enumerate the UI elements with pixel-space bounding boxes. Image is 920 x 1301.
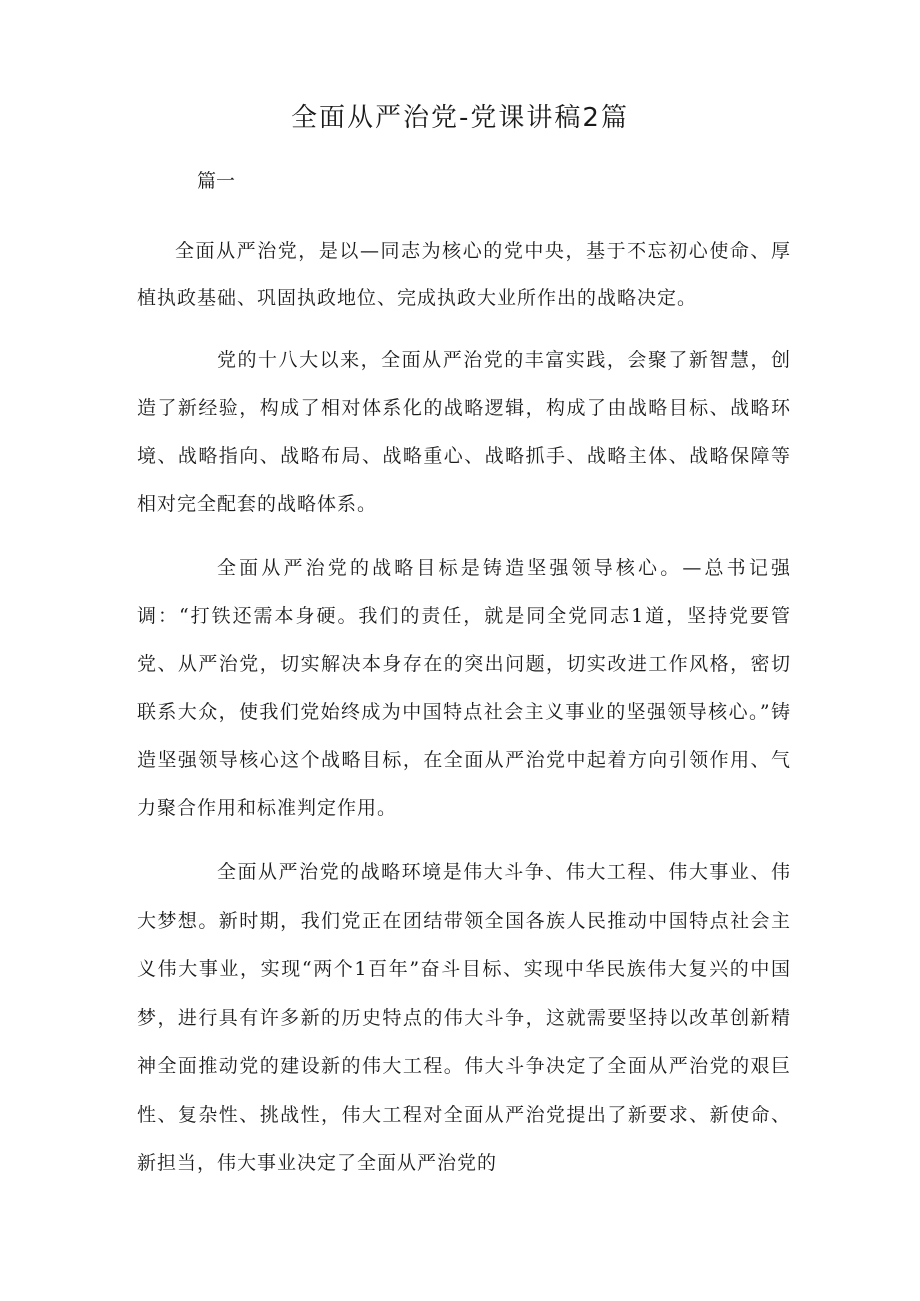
paragraph-4: 全面从严治党的战略环境是伟大斗争、伟大工程、伟大事业、伟大梦想。新时期，我们党正在团结带领全国各族人民推动中国特点社会主义伟大事业，实现“两个1百年”奋斗目标、实现中华民族伟大复兴的中国梦，进行具有许多新的历史特点的伟大斗争，这就需要坚持以改革创新精神全面推动党的建设新的伟大工程。伟大斗争决定了全面从严治党的艰巨性、复杂性、挑战性，伟大工程对全面从严治党提出了新要求、新使命、新担当，伟大事业决定了全面从严治党的 <box>137 861 791 1174</box>
paragraph-1: 全面从严治党，是以—同志为核心的党中央，基于不忘初心使命、厚植执政基础、巩固执政地位、完成执政大业所作出的战略决定。 <box>137 240 791 309</box>
document-title: 全面从严治党-党课讲稿2篇 <box>291 103 629 133</box>
section-label: 篇一 <box>197 170 236 192</box>
paragraph-3: 全面从严治党的战略目标是铸造坚强领导核心。—总书记强调：“打铁还需本身硬。我们的责任，就是同全党同志1道，坚持党要管党、从严治党，切实解决本身存在的突出问题，切实改进工作风格，密切联系大众，使我们党始终成为中国特点社会主义事业的坚强领导核心。”铸造坚强领导核心这个战略目标，在全面从严治党中起着方向引领作用、气力聚合作用和标准判定作用。 <box>137 557 791 819</box>
paragraph-2: 党的十八大以来，全面从严治党的丰富实践，会聚了新智慧，创造了新经验，构成了相对体系化的战略逻辑，构成了由战略目标、战略环境、战略指向、战略布局、战略重心、战略抓手、战略主体、战略保障等相对完全配套的战略体系。 <box>137 349 791 515</box>
